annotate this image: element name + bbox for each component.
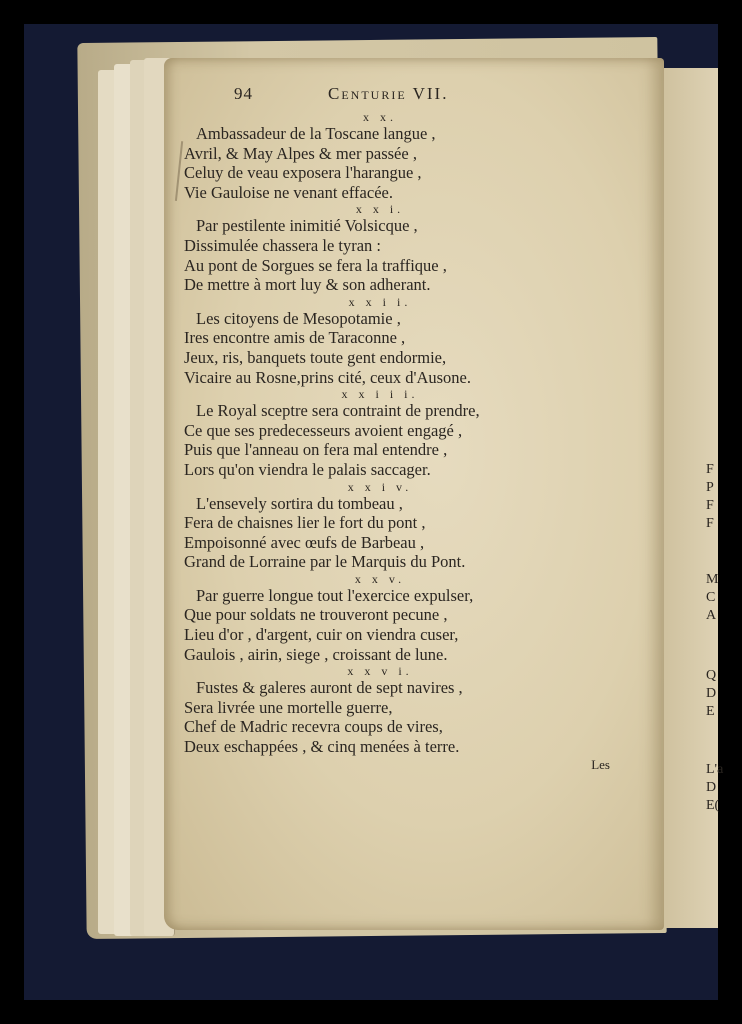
- right-page-fragment: L'a: [706, 762, 724, 777]
- quatrain-numeral: x x i i i.: [341, 387, 419, 402]
- verse-line: Celuy de veau exposera l'harangue ,: [184, 163, 422, 183]
- quatrain-numeral: x x i v.: [347, 479, 413, 494]
- page-header: [160, 84, 640, 110]
- verse-line: Avril, & May Alpes & mer passée ,: [184, 143, 417, 163]
- quatrain-numeral: x x.: [363, 110, 397, 124]
- quatrain: [160, 295, 640, 387]
- verse-line: Empoisonné avec œufs de Barbeau ,: [184, 532, 425, 552]
- verse-line: Vicaire au Rosne,prins cité, ceux d'Ausone.: [184, 367, 471, 387]
- verse-line: Les citoyens de Mesopotamie ,: [196, 308, 401, 328]
- quatrain: [160, 387, 640, 479]
- verse-line: Dissimulée chassera le tyran :: [184, 235, 382, 255]
- quatrain-list: [160, 110, 640, 757]
- verse-line: Au pont de Sorgues se fera la traffique ,: [184, 255, 447, 275]
- quatrain: [160, 110, 640, 202]
- quatrain-numeral: x x v.: [354, 571, 406, 586]
- verse-line: Vie Gauloise ne venant effacée.: [184, 182, 393, 202]
- right-page-fragment: D: [706, 780, 717, 795]
- verse-line: Par guerre longue tout l'exercice expulser,: [196, 585, 474, 605]
- verse-line: Ambassadeur de la Toscane langue ,: [196, 124, 436, 143]
- verse-line: Lors qu'on viendra le palais saccager.: [184, 459, 431, 479]
- quatrain-numeral: x x v i.: [347, 664, 413, 679]
- verse-line: Par pestilente inimitié Volsicque ,: [196, 216, 418, 236]
- right-page-fragment: M: [706, 572, 719, 587]
- quatrain: [160, 202, 640, 294]
- verse-line: Lieu d'or , d'argent, cuir on viendra cuser,: [184, 625, 459, 645]
- verse-line: Puis que l'anneau on fera mal entendre ,: [184, 440, 448, 460]
- verse-line: Ires encontre amis de Taraconne ,: [184, 328, 406, 348]
- right-page-fragment: D: [706, 686, 717, 701]
- right-page-fragment: F: [706, 462, 714, 477]
- running-title: Centurie VII.: [328, 84, 449, 103]
- quatrain-numeral: x x i.: [355, 202, 405, 217]
- quatrain: [160, 664, 640, 756]
- right-page-fragment: Q: [706, 668, 717, 683]
- right-page-fragment: E(: [706, 798, 720, 813]
- right-page-fragment: F: [706, 498, 714, 513]
- catchword: Les: [591, 756, 610, 772]
- quatrain: [160, 572, 640, 664]
- verse-line: Ce que ses predecesseurs avoient engagé ,: [184, 420, 463, 440]
- verse-line: L'ensevely sortira du tombeau ,: [196, 493, 403, 513]
- verse-line: Chef de Madric recevra coups de vires,: [184, 717, 443, 737]
- verse-line: Deux eschappées , & cinq menées à terre.: [184, 737, 460, 757]
- verse-line: Que pour soldats ne trouveront pecune ,: [184, 605, 448, 625]
- verse-line: De mettre à mort luy & son adherant.: [184, 275, 431, 295]
- verse-line: Jeux, ris, banquets toute gent endormie,: [184, 347, 447, 367]
- quatrain-numeral: x x i i.: [348, 294, 412, 309]
- verse-line: Sera livrée une mortelle guerre,: [184, 697, 393, 717]
- right-page-fragment: A: [706, 608, 717, 623]
- verse-line: Le Royal sceptre sera contraint de prendre,: [196, 401, 480, 421]
- verse-line: Fustes & galeres auront de sept navires ,: [196, 678, 463, 698]
- page-number: 94: [234, 84, 253, 103]
- right-page-fragment: E: [706, 704, 715, 719]
- verse-line: Grand de Lorraine par le Marquis du Pont.: [184, 552, 466, 572]
- right-page-fragment: C: [706, 590, 716, 605]
- quatrain: [160, 480, 640, 572]
- page-text: [160, 84, 640, 774]
- right-page-fragment: P: [706, 480, 714, 495]
- right-page-fragment: F: [706, 516, 714, 531]
- verse-line: Fera de chaisnes lier le fort du pont ,: [184, 513, 426, 533]
- verse-line: Gaulois , airin, siege , croissant de lune.: [184, 644, 448, 664]
